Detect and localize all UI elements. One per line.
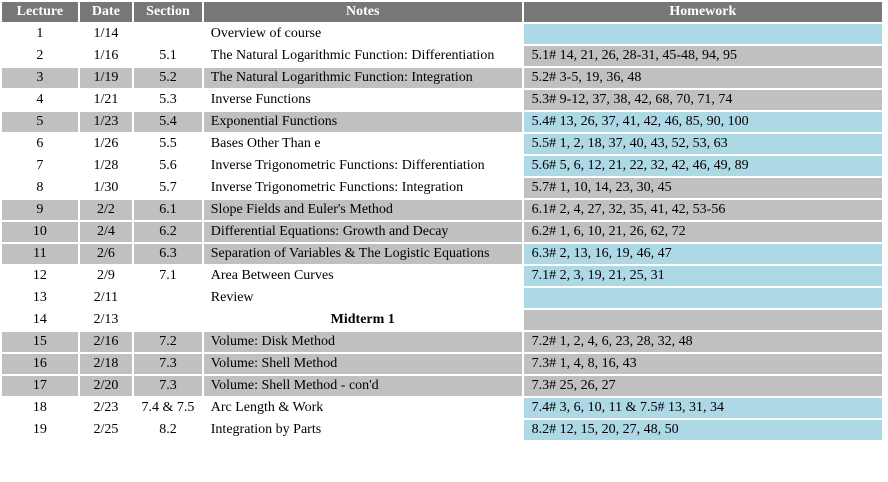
table-row [2,24,882,44]
section-cell: 5.5 [134,134,202,154]
lecture-cell: 15 [2,332,78,352]
lecture-cell: 17 [2,376,78,396]
homework-cell: 6.1# 2, 4, 27, 32, 35, 41, 42, 53-56 [524,200,882,220]
homework-cell: 7.2# 1, 2, 4, 6, 23, 28, 32, 48 [524,332,882,352]
lecture-cell: 18 [2,398,78,418]
date-cell: 2/13 [80,310,132,330]
notes-cell: Inverse Trigonometric Functions: Integration [204,178,522,198]
lecture-cell: 10 [2,222,78,242]
notes-cell: Slope Fields and Euler's Method [204,200,522,220]
date-cell: 1/14 [80,24,132,44]
notes-cell: Volume: Shell Method [204,354,522,374]
header-homework: Homework [524,2,882,22]
date-cell: 2/6 [80,244,132,264]
lecture-cell: 14 [2,310,78,330]
section-cell: 7.3 [134,354,202,374]
table-row [2,420,882,440]
notes-cell: Review [204,288,522,308]
section-cell [134,288,202,308]
homework-cell: 5.4# 13, 26, 37, 41, 42, 46, 85, 90, 100 [524,112,882,132]
lecture-cell: 3 [2,68,78,88]
section-cell: 7.3 [134,376,202,396]
date-cell: 1/21 [80,90,132,110]
lecture-cell: 5 [2,112,78,132]
notes-cell: Separation of Variables & The Logistic Equations [204,244,522,264]
table-row [2,112,882,132]
lecture-cell: 6 [2,134,78,154]
date-cell: 1/23 [80,112,132,132]
schedule-body [2,24,882,440]
lecture-cell: 7 [2,156,78,176]
section-cell: 5.4 [134,112,202,132]
section-cell: 7.2 [134,332,202,352]
section-cell: 8.2 [134,420,202,440]
homework-cell: 5.5# 1, 2, 18, 37, 40, 43, 52, 53, 63 [524,134,882,154]
date-cell: 1/30 [80,178,132,198]
date-cell: 2/11 [80,288,132,308]
notes-cell: Integration by Parts [204,420,522,440]
section-cell: 7.4 & 7.5 [134,398,202,418]
homework-cell: 8.2# 12, 15, 20, 27, 48, 50 [524,420,882,440]
notes-cell: The Natural Logarithmic Function: Integration [204,68,522,88]
section-cell: 5.1 [134,46,202,66]
table-row [2,134,882,154]
date-cell: 2/4 [80,222,132,242]
notes-cell: Overview of course [204,24,522,44]
notes-cell: Exponential Functions [204,112,522,132]
lecture-cell: 16 [2,354,78,374]
homework-cell: 6.2# 1, 6, 10, 21, 26, 62, 72 [524,222,882,242]
table-row [2,222,882,242]
notes-cell: Volume: Shell Method - con'd [204,376,522,396]
table-row [2,244,882,264]
section-cell: 5.6 [134,156,202,176]
homework-cell: 7.1# 2, 3, 19, 21, 25, 31 [524,266,882,286]
lecture-cell: 4 [2,90,78,110]
lecture-cell: 8 [2,178,78,198]
table-row [2,398,882,418]
date-cell: 2/9 [80,266,132,286]
lecture-cell: 11 [2,244,78,264]
section-cell [134,310,202,330]
lecture-cell: 2 [2,46,78,66]
homework-cell: 7.4# 3, 6, 10, 11 & 7.5# 13, 31, 34 [524,398,882,418]
section-cell: 6.2 [134,222,202,242]
homework-cell: 5.1# 14, 21, 26, 28-31, 45-48, 94, 95 [524,46,882,66]
section-cell [134,24,202,44]
table-row [2,178,882,198]
table-row [2,266,882,286]
date-cell: 2/16 [80,332,132,352]
homework-cell [524,24,882,44]
homework-cell: 5.3# 9-12, 37, 38, 42, 68, 70, 71, 74 [524,90,882,110]
date-cell: 2/20 [80,376,132,396]
notes-cell: The Natural Logarithmic Function: Differentiation [204,46,522,66]
homework-cell: 5.7# 1, 10, 14, 23, 30, 45 [524,178,882,198]
table-row [2,376,882,396]
section-cell: 5.2 [134,68,202,88]
table-row [2,68,882,88]
table-row [2,288,882,308]
lecture-cell: 19 [2,420,78,440]
table-row [2,200,882,220]
section-cell: 5.7 [134,178,202,198]
notes-cell: Midterm 1 [204,310,522,330]
date-cell: 2/2 [80,200,132,220]
table-row [2,156,882,176]
date-cell: 2/18 [80,354,132,374]
notes-cell: Area Between Curves [204,266,522,286]
homework-cell: 6.3# 2, 13, 16, 19, 46, 47 [524,244,882,264]
header-row [2,2,882,22]
table-row [2,310,882,330]
table-row [2,90,882,110]
date-cell: 1/16 [80,46,132,66]
homework-cell [524,288,882,308]
section-cell: 6.3 [134,244,202,264]
lecture-cell: 9 [2,200,78,220]
table-row [2,354,882,374]
table-row [2,332,882,352]
homework-cell: 5.6# 5, 6, 12, 21, 22, 32, 42, 46, 49, 89 [524,156,882,176]
date-cell: 1/26 [80,134,132,154]
notes-cell: Bases Other Than e [204,134,522,154]
header-date: Date [80,2,132,22]
notes-cell: Inverse Trigonometric Functions: Differentiation [204,156,522,176]
date-cell: 2/23 [80,398,132,418]
section-cell: 6.1 [134,200,202,220]
notes-cell: Arc Length & Work [204,398,522,418]
homework-cell: 7.3# 1, 4, 8, 16, 43 [524,354,882,374]
lecture-cell: 12 [2,266,78,286]
lecture-cell: 1 [2,24,78,44]
date-cell: 2/25 [80,420,132,440]
date-cell: 1/28 [80,156,132,176]
header-section: Section [134,2,202,22]
homework-cell: 7.3# 25, 26, 27 [524,376,882,396]
notes-cell: Differential Equations: Growth and Decay [204,222,522,242]
section-cell: 7.1 [134,266,202,286]
header-notes: Notes [204,2,522,22]
homework-cell [524,310,882,330]
table-row [2,46,882,66]
notes-cell: Volume: Disk Method [204,332,522,352]
homework-cell: 5.2# 3-5, 19, 36, 48 [524,68,882,88]
date-cell: 1/19 [80,68,132,88]
lecture-cell: 13 [2,288,78,308]
section-cell: 5.3 [134,90,202,110]
notes-cell: Inverse Functions [204,90,522,110]
header-lecture: Lecture [2,2,78,22]
